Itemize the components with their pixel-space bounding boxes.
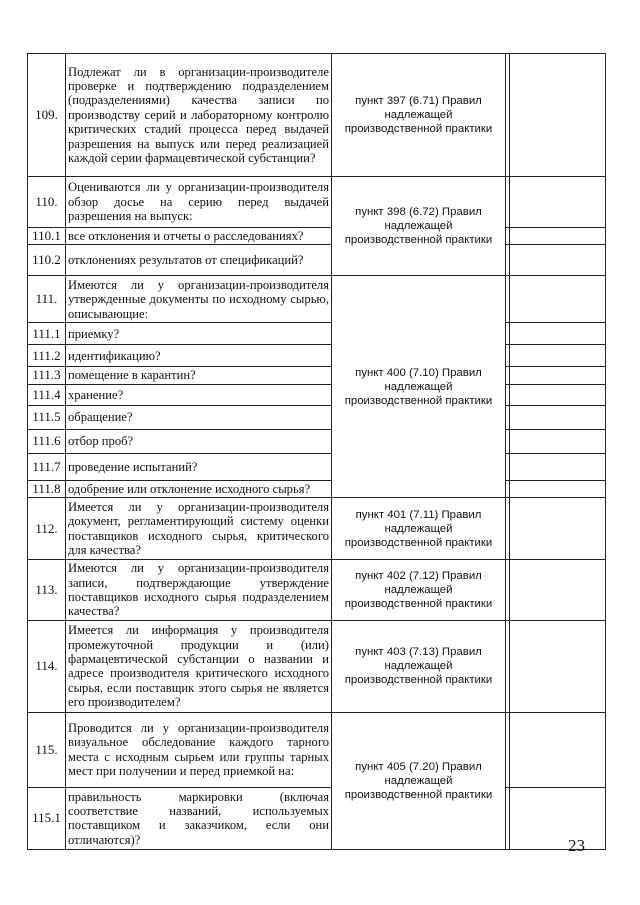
comment-cell[interactable] — [510, 54, 606, 177]
reference-line: пункт 403 (7.13) Правил — [355, 646, 482, 659]
reference-line: производственной практики — [344, 788, 493, 801]
reference-line: производственной практики — [344, 598, 493, 611]
table-row — [28, 345, 606, 367]
reference-line: пункт 402 (7.12) Правил — [355, 570, 482, 583]
comment-cell[interactable] — [510, 480, 606, 497]
reference-line: надлежащей — [384, 109, 453, 121]
reference-line: пункт 400 (7.10) Правил — [355, 366, 482, 379]
reference-line: надлежащей — [384, 522, 453, 535]
row-number: 115. — [28, 712, 66, 787]
question-text: Подлежат ли в организации-производителе проверке и подтверждению подразделением (подразделениями) качества записи по производству серий и лабораторному контролю критических стадий процесса перед выдачей разрешения на выпуск или перед реализацией каждой серии фармацевтической субстанции? — [66, 54, 332, 177]
reference-line: пункт 397 (6.71) Правил — [355, 95, 482, 107]
reference-cell — [332, 498, 506, 560]
reference-line: пункт 405 (7.20) Правил — [355, 760, 482, 773]
row-number: 111.8 — [28, 480, 66, 497]
reference-cell — [332, 560, 506, 621]
row-number: 111.6 — [28, 429, 66, 453]
comment-cell[interactable] — [510, 712, 606, 787]
table-row — [28, 54, 606, 177]
reference-line: надлежащей — [384, 380, 453, 393]
reference-cell — [332, 177, 506, 276]
comment-cell[interactable] — [510, 560, 606, 621]
reference-line: надлежащей — [384, 584, 453, 597]
reference-cell — [332, 712, 506, 849]
row-number: 111. — [28, 276, 66, 323]
comment-cell[interactable] — [510, 787, 606, 849]
table-row — [28, 480, 606, 497]
reference-line: надлежащей — [384, 220, 453, 233]
question-text: Проводится ли у организации-производителя визуальное обследование каждого тарного места с исходным сырьем или группы тарных мест при получении и перед приемкой на: — [66, 712, 332, 787]
question-text: правильность маркировки (включая соответствие названий, используемых поставщиком и заказчиком, если они отличаются)? — [66, 787, 332, 849]
question-text: приемку? — [66, 323, 332, 345]
comment-cell[interactable] — [510, 177, 606, 228]
reference-line: производственной практики — [344, 536, 493, 549]
table-row — [28, 384, 606, 405]
reference-cell — [332, 276, 506, 498]
comment-cell[interactable] — [510, 276, 606, 323]
table-row — [28, 177, 606, 228]
comment-cell[interactable] — [510, 384, 606, 405]
comment-cell[interactable] — [510, 323, 606, 345]
comment-cell[interactable] — [510, 228, 606, 245]
table-row — [28, 405, 606, 429]
table-row — [28, 453, 606, 480]
row-number: 110.2 — [28, 245, 66, 276]
row-number: 111.3 — [28, 367, 66, 384]
page-number: 23 — [568, 836, 585, 855]
reference-line: производственной практики — [344, 394, 493, 407]
question-text: Имеется ли информация у производителя промежуточной продукции и (или) фармацевтической субстанции о названии и адресе производителя критического исходного сырья, если поставщик этого сырья не является его производителем? — [66, 620, 332, 712]
comment-cell[interactable] — [510, 345, 606, 367]
row-number: 109. — [28, 54, 66, 177]
table-row — [28, 245, 606, 276]
reference-cell — [332, 54, 506, 177]
row-number: 111.2 — [28, 345, 66, 367]
question-text: Имеются ли у организации-производителя записи, подтверждающие утверждение поставщиков исходного сырья подразделением качества? — [66, 560, 332, 621]
table-row — [28, 429, 606, 453]
row-number: 114. — [28, 620, 66, 712]
reference-cell — [332, 620, 506, 712]
comment-cell[interactable] — [510, 245, 606, 276]
table-row — [28, 498, 606, 560]
table-row — [28, 323, 606, 345]
table-row — [28, 620, 606, 712]
question-text: хранение? — [66, 384, 332, 405]
reference-line: производственной практики — [344, 123, 493, 135]
reference-line: производственной практики — [344, 674, 493, 687]
question-text: отклонениях результатов от спецификаций? — [66, 245, 332, 276]
table-row — [28, 560, 606, 621]
comment-cell[interactable] — [510, 405, 606, 429]
question-text: проведение испытаний? — [66, 453, 332, 480]
table-row — [28, 228, 606, 245]
question-text: Оцениваются ли у организации-производителя обзор досье на серию перед выдачей разрешения на выпуск: — [66, 177, 332, 228]
reference-line: производственной практики — [344, 234, 493, 247]
question-text: Имеются ли у организации-производителя утвержденные документы по исходному сырью, описывающие: — [66, 276, 332, 323]
row-number: 110.1 — [28, 228, 66, 245]
table-row — [28, 276, 606, 323]
row-number: 115.1 — [28, 787, 66, 849]
reference-line: надлежащей — [384, 774, 453, 787]
table-row — [28, 712, 606, 787]
row-number: 111.1 — [28, 323, 66, 345]
reference-line: надлежащей — [384, 660, 453, 673]
checklist-table — [27, 53, 606, 850]
reference-line: пункт 398 (6.72) Правил — [355, 206, 482, 219]
question-text: отбор проб? — [66, 429, 332, 453]
question-text: идентификацию? — [66, 345, 332, 367]
reference-line: пункт 401 (7.11) Правил — [355, 508, 482, 521]
question-text: Имеется ли у организации-производителя документ, регламентирующий систему оценки поставщиков исходного сырья, критического для качества? — [66, 498, 332, 560]
row-number: 111.4 — [28, 384, 66, 405]
row-number: 110. — [28, 177, 66, 228]
comment-cell[interactable] — [510, 367, 606, 384]
comment-cell[interactable] — [510, 429, 606, 453]
row-number: 113. — [28, 560, 66, 621]
question-text: все отклонения и отчеты о расследованиях? — [66, 228, 332, 245]
row-number: 111.5 — [28, 405, 66, 429]
table-row — [28, 787, 606, 849]
question-text: обращение? — [66, 405, 332, 429]
comment-cell[interactable] — [510, 620, 606, 712]
row-number: 112. — [28, 498, 66, 560]
row-number: 111.7 — [28, 453, 66, 480]
table-row — [28, 367, 606, 384]
comment-cell[interactable] — [510, 498, 606, 560]
question-text: одобрение или отклонение исходного сырья? — [66, 480, 332, 497]
question-text: помещение в карантин? — [66, 367, 332, 384]
comment-cell[interactable] — [510, 453, 606, 480]
